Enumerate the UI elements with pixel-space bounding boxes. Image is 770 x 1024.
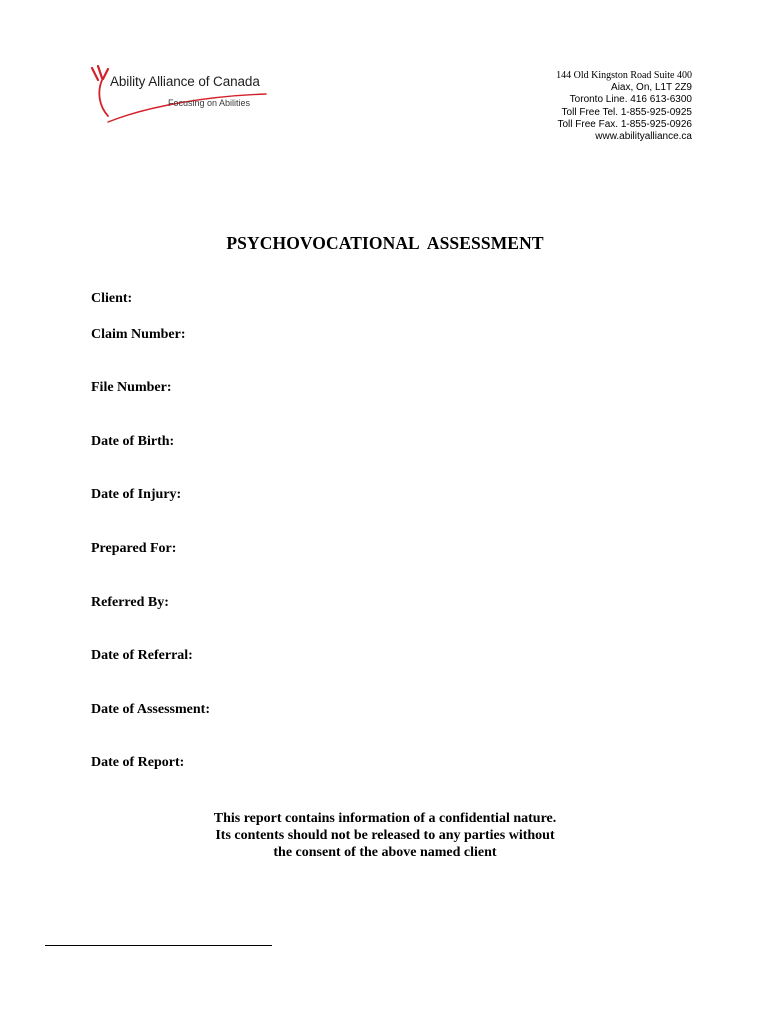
- notice-line: This report contains information of a confidential nature.: [213, 811, 557, 826]
- field-claim-number-label: Claim Number:: [91, 327, 186, 342]
- field-date-of-referral-label: Date of Referral:: [91, 648, 193, 663]
- field-date-of-injury-label: Date of Injury:: [91, 487, 182, 502]
- address-website: www.abilityalliance.ca: [595, 131, 692, 143]
- address-toll-free-tel: Toll Free Tel. 1-855-925-0925: [561, 106, 692, 118]
- contact-address: [556, 70, 692, 143]
- address-city: Aiax, On, L1T 2Z9: [611, 82, 692, 94]
- address-street: 144 Old Kingston Road Suite 400: [556, 70, 692, 81]
- field-prepared-for-label: Prepared For:: [91, 541, 177, 556]
- address-toronto-line: Toronto Line. 416 613-6300: [569, 94, 692, 106]
- confidentiality-notice: [0, 810, 770, 861]
- field-date-of-report-label: Date of Report:: [91, 755, 185, 770]
- field-file-number-label: File Number:: [91, 380, 172, 395]
- logo-name: Ability Alliance of Canada: [110, 74, 260, 89]
- address-toll-free-fax: Toll Free Fax. 1-855-925-0926: [557, 118, 692, 130]
- footnote-separator: [45, 945, 272, 946]
- field-referred-by-label: Referred By:: [91, 595, 169, 610]
- document-title: PSYCHOVOCATIONAL ASSESSMENT: [226, 233, 544, 253]
- logo-swoosh-icon: [88, 62, 288, 126]
- notice-line: the consent of the above named client: [273, 845, 497, 860]
- field-date-of-assessment-label: Date of Assessment:: [91, 702, 210, 717]
- logo-tagline: Focusing on Abilities: [168, 98, 251, 108]
- notice-line: Its contents should not be released to any parties without: [215, 828, 555, 843]
- field-client-label: Client:: [91, 291, 133, 306]
- field-date-of-birth-label: Date of Birth:: [91, 434, 175, 449]
- company-logo: [88, 62, 288, 126]
